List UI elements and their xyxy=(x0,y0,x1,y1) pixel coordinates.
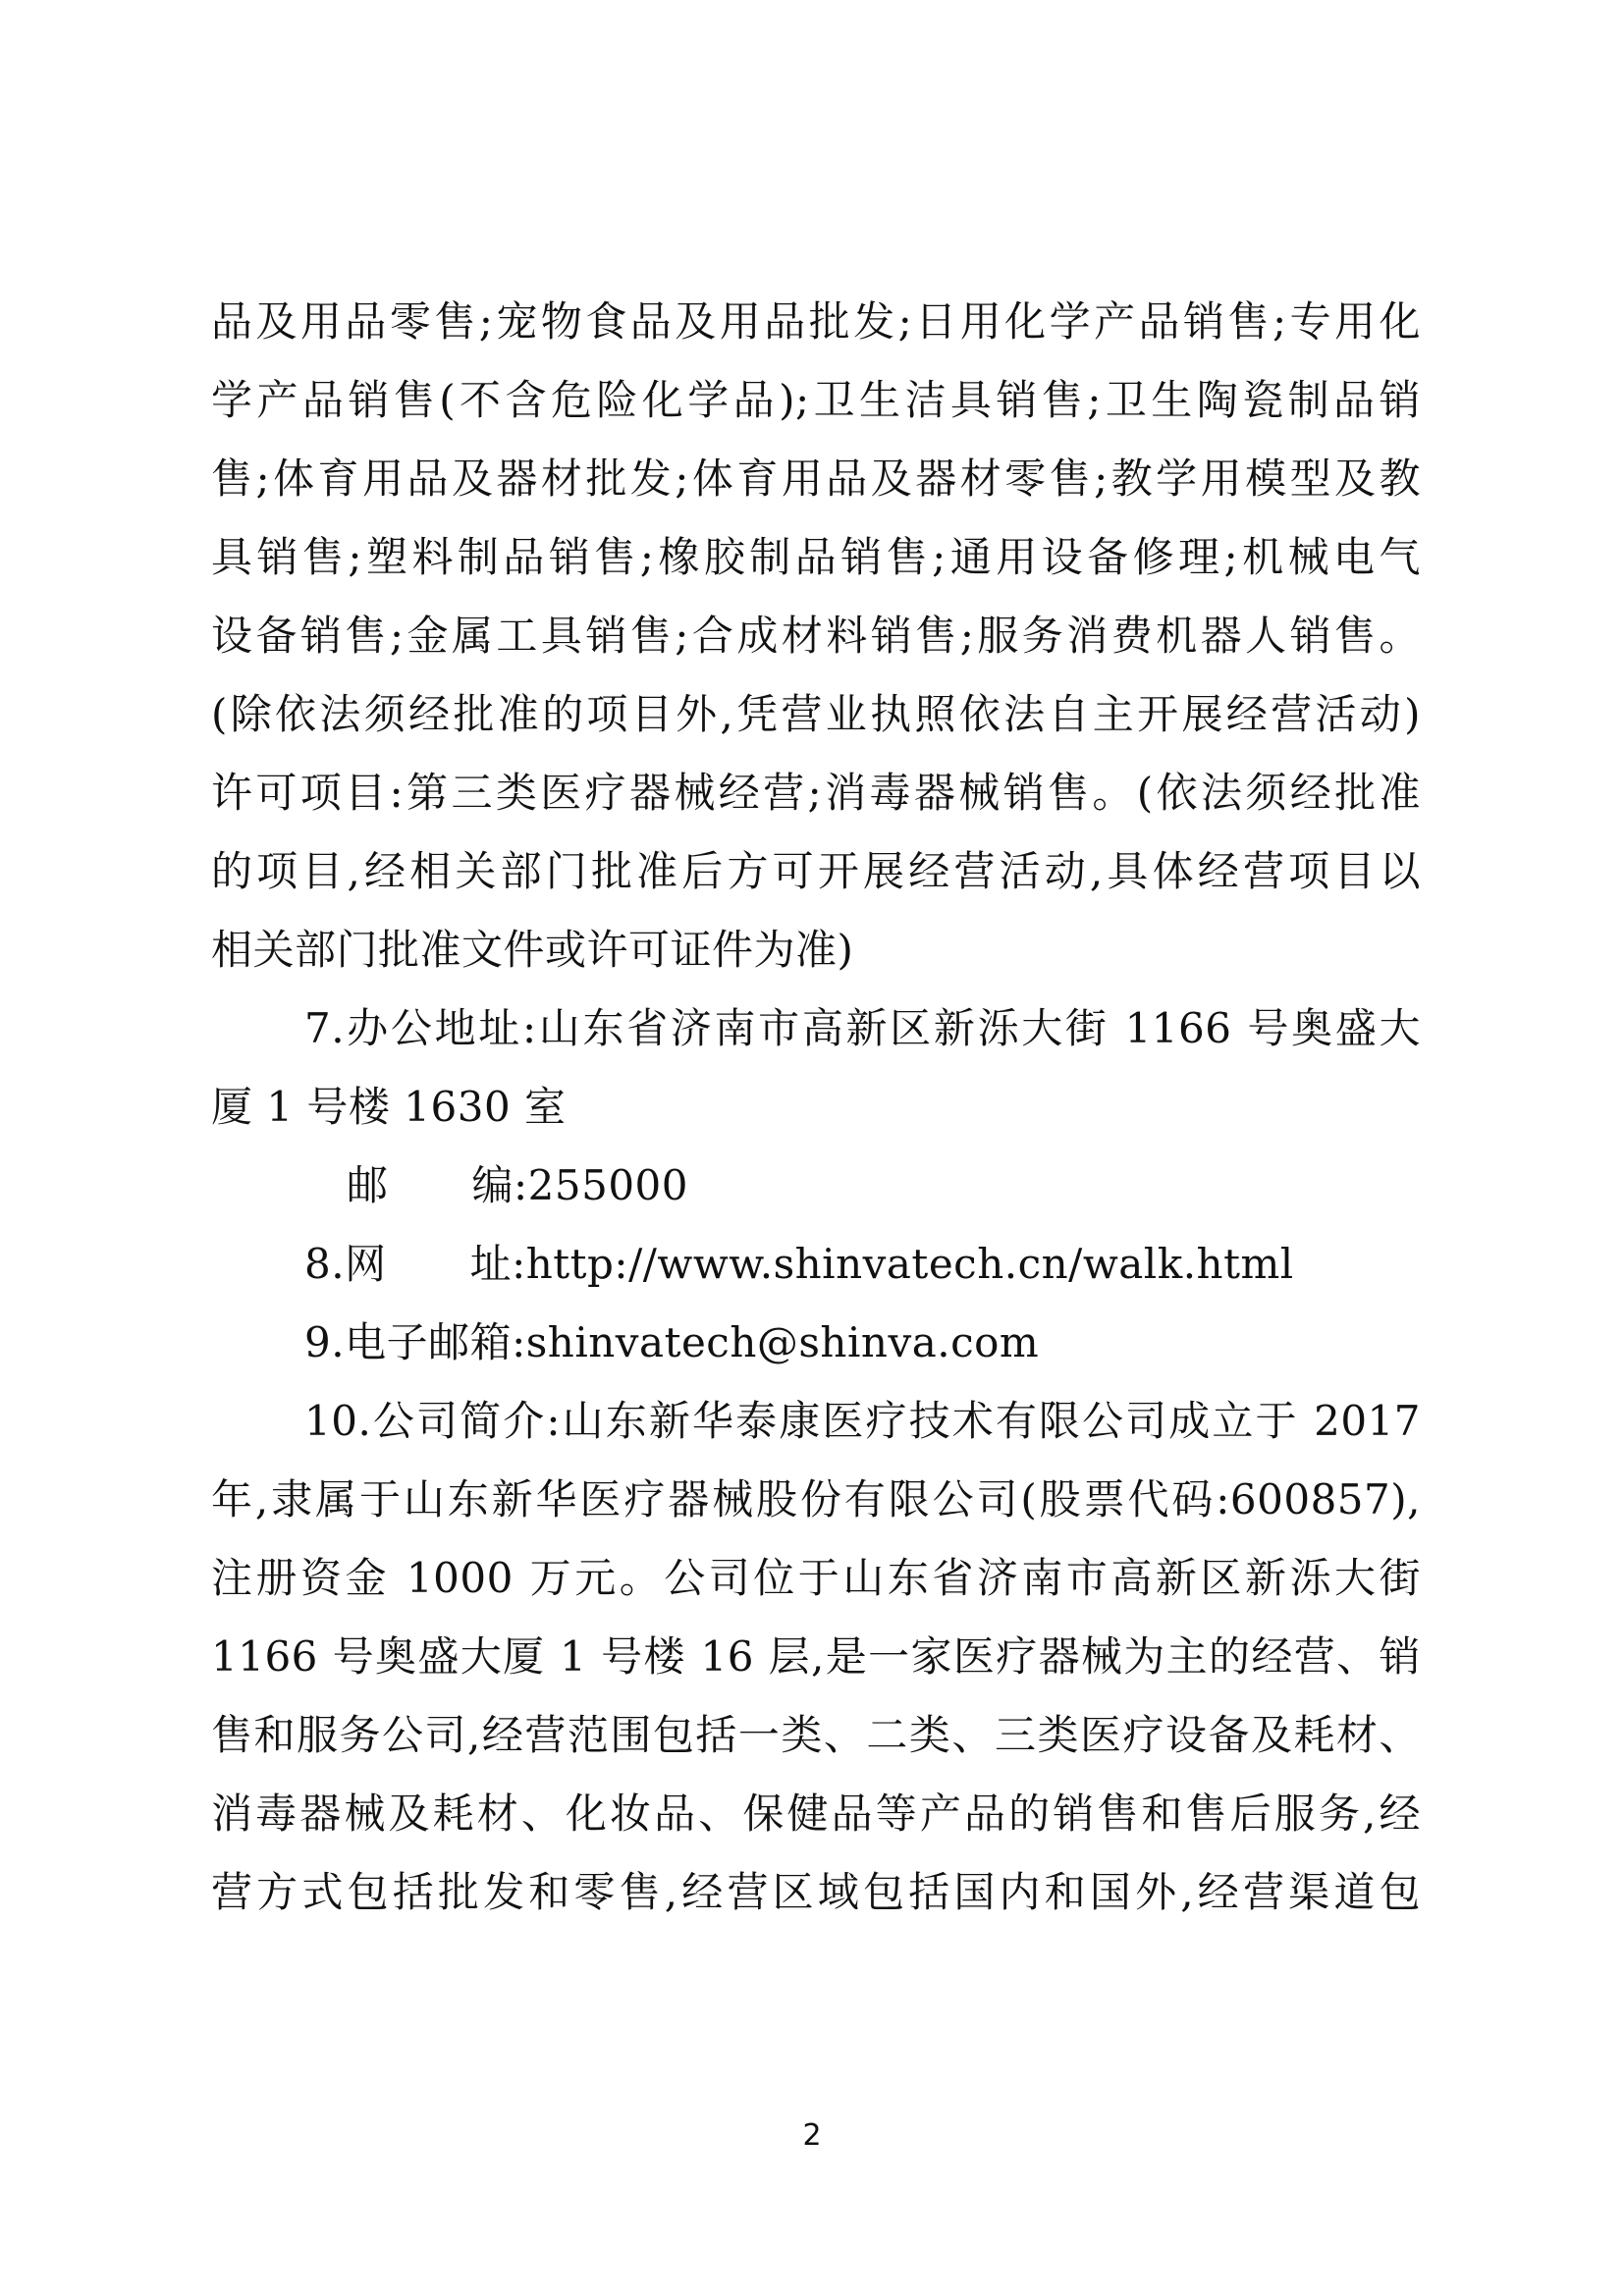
doc-line: 学产品销售(不含危险化学品);卫生洁具销售;卫生陶瓷制品销 xyxy=(211,376,1421,424)
doc-line: 1166 号奥盛大厦 1 号楼 16 层,是一家医疗器械为主的经营、销 xyxy=(211,1632,1421,1681)
doc-line-email: 9.电子邮箱:shinvatech@shinva.com xyxy=(304,1318,1040,1366)
doc-line-company-intro: 10.公司简介:山东新华泰康医疗技术有限公司成立于 2017 xyxy=(304,1397,1421,1445)
doc-line: 营方式包括批发和零售,经营区域包括国内和国外,经营渠道包 xyxy=(211,1868,1421,1916)
doc-line-website: 8.网 址:http://www.shinvatech.cn/walk.html xyxy=(304,1240,1294,1288)
doc-line: 注册资金 1000 万元。公司位于山东省济南市高新区新泺大街 xyxy=(211,1554,1421,1602)
doc-line-office-address-cont: 厦 1 号楼 1630 室 xyxy=(211,1083,567,1131)
doc-line: 年,隶属于山东新华医疗器械股份有限公司(股票代码:600857), xyxy=(211,1475,1421,1523)
doc-line: 售和服务公司,经营范围包括一类、二类、三类医疗设备及耗材、 xyxy=(211,1711,1421,1759)
doc-line: 消毒器械及耗材、化妆品、保健品等产品的销售和售后服务,经 xyxy=(211,1789,1421,1838)
doc-line: 许可项目:第三类医疗器械经营;消毒器械销售。(依法须经批准 xyxy=(211,769,1421,817)
doc-line: 相关部门批准文件或许可证件为准) xyxy=(211,926,854,974)
doc-line-office-address: 7.办公地址:山东省济南市高新区新泺大街 1166 号奥盛大 xyxy=(304,1004,1421,1052)
doc-line: 品及用品零售;宠物食品及用品批发;日用化学产品销售;专用化 xyxy=(211,297,1421,346)
page-number: 2 xyxy=(802,2118,822,2153)
doc-line: 具销售;塑料制品销售;橡胶制品销售;通用设备修理;机械电气 xyxy=(211,533,1421,581)
doc-line: 设备销售;金属工具销售;合成材料销售;服务消费机器人销售。 xyxy=(211,612,1421,660)
doc-line: 的项目,经相关部门批准后方可开展经营活动,具体经营项目以 xyxy=(211,847,1421,895)
doc-line: (除依法须经批准的项目外,凭营业执照依法自主开展经营活动) xyxy=(211,690,1421,738)
doc-line: 售;体育用品及器材批发;体育用品及器材零售;教学用模型及教 xyxy=(211,454,1421,503)
document-body xyxy=(211,283,1421,1932)
doc-line-postal-code: 邮 编:255000 xyxy=(347,1161,688,1209)
